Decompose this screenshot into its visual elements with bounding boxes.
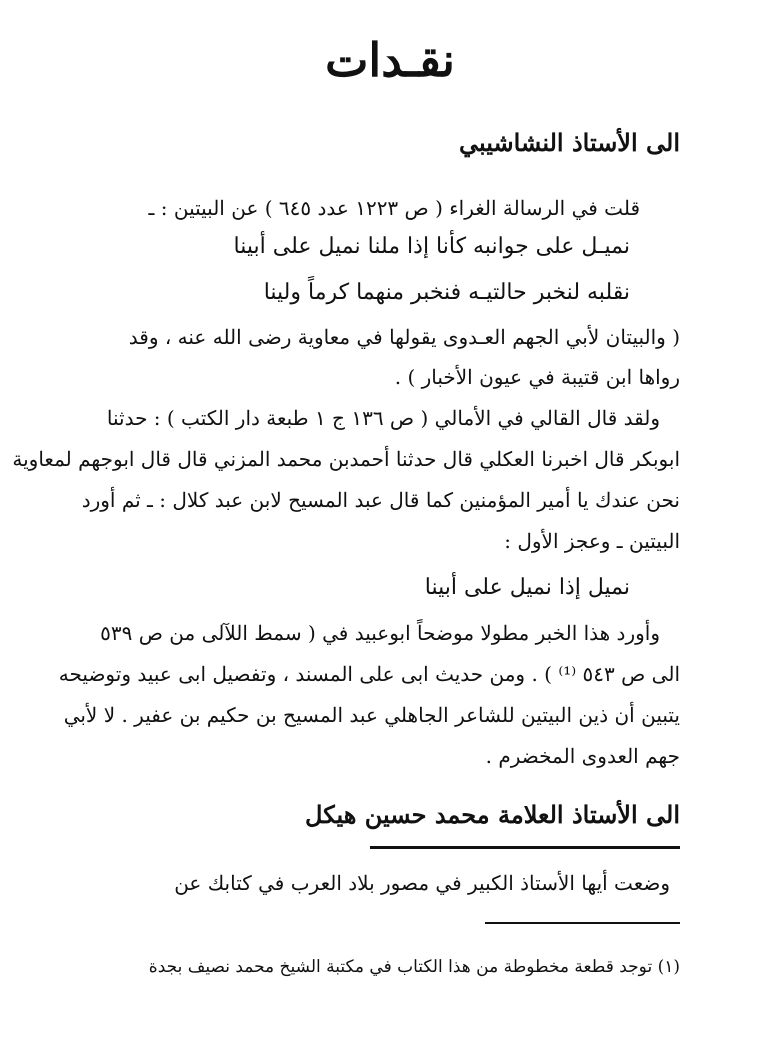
paragraph-line: البيتين ـ وعجز الأول : — [504, 529, 680, 553]
paragraph-line: يتبين أن ذين البيتين للشاعر الجاهلي عبد المسيح بن حكيم بن عفير . لا لأبي — [63, 703, 680, 727]
page-title: نقـدات — [325, 33, 455, 87]
verse-line-1: نميـل على جوانبه كأنا إذا ملنا نميل على أبينا — [233, 234, 630, 259]
paragraph-line: رواها ابن قتيبة في عيون الأخبار ) . — [394, 365, 680, 389]
quoted-hemistich: نميل إذا نميل على أبينا — [424, 575, 630, 600]
section-heading-nashashibi: الى الأستاذ النشاشيبي — [459, 128, 680, 157]
heading-underline — [370, 846, 680, 849]
paragraph-line: ( والبيتان لأبي الجهم العـدوى يقولها في معاوية رضى الله عنه ، وقد — [128, 325, 680, 349]
paragraph-line: نحن عندك يا أمير المؤمنين كما قال عبد المسيح لابن عبد كلال : ـ ثم أورد — [81, 488, 680, 512]
paragraph-line: ولقد قال القالي في الأمالي ( ص ١٣٦ ج ١ طبعة دار الكتب ) : حدثنا — [106, 406, 660, 430]
paragraph-line: وأورد هذا الخبر مطولا موضحاً ابوعبيد في ( سمط اللآلى من ص ٥٣٩ — [100, 621, 660, 645]
footnote: (١) توجد قطعة مخطوطة من هذا الكتاب في مكتبة الشيخ محمد نصيف بجدة — [148, 957, 680, 977]
paragraph-line: جهم العدوى المخضرم . — [485, 744, 680, 768]
paragraph-line: الى ص ٥٤٣ ⁽¹⁾ ) . ومن حديث ابى على المسند ، وتفصيل ابى عبيد وتوضيحه — [58, 662, 680, 686]
paragraph-line: وضعت أيها الأستاذ الكبير في مصور بلاد العرب في كتابك عن — [174, 871, 670, 895]
paragraph-line: ابوبكر قال اخبرنا العكلي قال حدثنا أحمدبن محمد المزني قال قال ابوجهم لمعاوية — [12, 447, 680, 471]
verse-line-2: نقلبه لنخبر حالتيـه فنخبر منهما كرماً ولينا — [263, 280, 630, 305]
footnote-separator — [485, 922, 680, 924]
intro-line: قلت في الرسالة الغراء ( ص ١٢٢٣ عدد ٦٤٥ ) عن البيتين : ـ — [148, 196, 640, 220]
section-heading-haykal: الى الأستاذ العلامة محمد حسين هيكل — [305, 800, 680, 829]
